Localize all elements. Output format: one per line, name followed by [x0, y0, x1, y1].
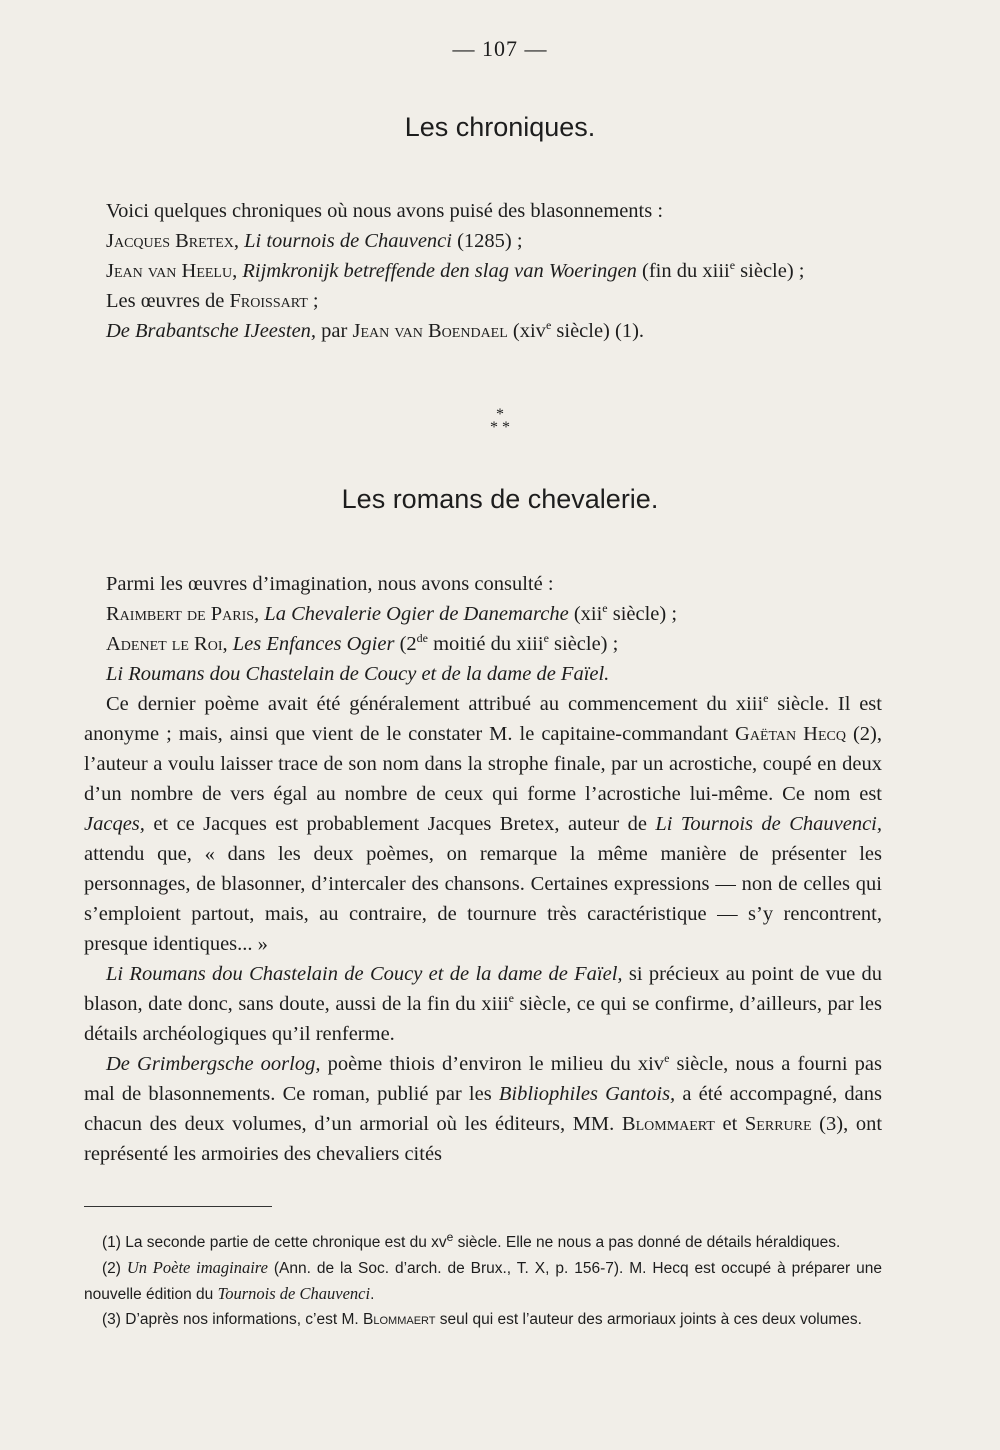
- list-item: De Brabantsche IJeesten, par Jean van Boendael (xiv$^e$ siècle) (1).: [106, 318, 645, 342]
- footnote: (1) La seconde partie de cette chronique est du $xv^e$ siècle. Elle ne nous a pas donné de détails héraldiques.: [102, 1229, 841, 1251]
- list-item: Jean van Heelu, Rijmkronijk betreffende den slag van Woeringen (fin du xiii$^e$ siècle) ;: [106, 258, 805, 282]
- list-item: Adenet le Roi, Les Enfances Ogier (2de moitié du xiii$^e$ siècle) ;: [106, 631, 619, 655]
- chronicles-intro: Voici quelques chroniques où nous avons puisé des blasonnements :: [106, 200, 664, 222]
- footnote: (3) D’après nos informations, c’est M. Blommaert seul qui est l’auteur des armoriaux joints à ces deux volumes.: [102, 1311, 862, 1328]
- section-title-romans: Les romans de chevalerie.: [341, 484, 659, 514]
- paragraph: De Grimbergsche oorlog, poème thiois d’environ le milieu du xiv$^e$ siècle, nous a fourni pas mal de blasonnements. Ce roman, publié par les Bibliophiles Gantois, a été accompagné, dans chacun des deux volumes, d’un armorial où les éditeurs, MM. Blommaert et Serrure (3), ont représenté les armoiries des chevaliers cités: [84, 1051, 883, 1165]
- paragraph: Li Roumans dou Chastelain de Coucy et de la dame de Faïel, si précieux au point de vue du blason, date donc, sans doute, aussi de la fin du xiii$^e$ siècle, ce qui se confirme, d’ailleurs, par les détails archéologiques qu’il renferme.: [84, 963, 882, 1045]
- romans-body: [84, 569, 882, 1169]
- footnote-divider: [84, 1206, 272, 1207]
- section-title-chroniques: Les chroniques.: [404, 112, 596, 142]
- footnotes: [84, 1230, 882, 1332]
- list-item: Li Roumans dou Chastelain de Coucy et de la dame de Faïel.: [106, 663, 610, 685]
- list-item: Raimbert de Paris, La Chevalerie Ogier de Danemarche (xii$^e$ siècle) ;: [106, 601, 678, 625]
- paragraph: Ce dernier poème avait été généralement attribué au commencement du xiii$^e$ siècle. Il est anonyme ; mais, ainsi que vient de le constater M. le capitaine-commandant Gaëtan Hecq (2), l’auteur a voulu laisser trace de son nom dans la strophe finale, par un acrostiche, coupé en deux d’un nombre de vers égal au nombre de ceux qui forme l’acrostiche lui-même. Ce nom est Jacqes, et ce Jacques est probablement Jacques Bretex, auteur de Li Tournois de Chauvenci, attendu que, « dans les deux poèmes, on remarque la même manière de présenter les personnages, de blasonner, d’intercaler des chansons. Certaines expressions — non de celles qui s’emploient partout, mais, au contraire, de tournure très caractéristique — s’y rencontrent, presque identiques... »: [84, 691, 883, 955]
- list-item: Jacques Bretex, Li tournois de Chauvenci (1285) ;: [106, 230, 523, 252]
- romans-intro: Parmi les œuvres d’imagination, nous avons consulté :: [106, 573, 554, 595]
- chronicles-list: [84, 196, 882, 346]
- page-number: — 107 —: [452, 36, 548, 61]
- list-item: Les œuvres de Froissart ;: [106, 290, 319, 312]
- footnote: (2) Un Poète imaginaire (Ann. de la Soc. d’arch. de Brux., T. X, p. 156-7). M. Hecq est occupé à préparer une nouvelle édition du Tournois de Chauvenci.: [84, 1258, 883, 1303]
- asterism-divider: * * *: [490, 406, 510, 436]
